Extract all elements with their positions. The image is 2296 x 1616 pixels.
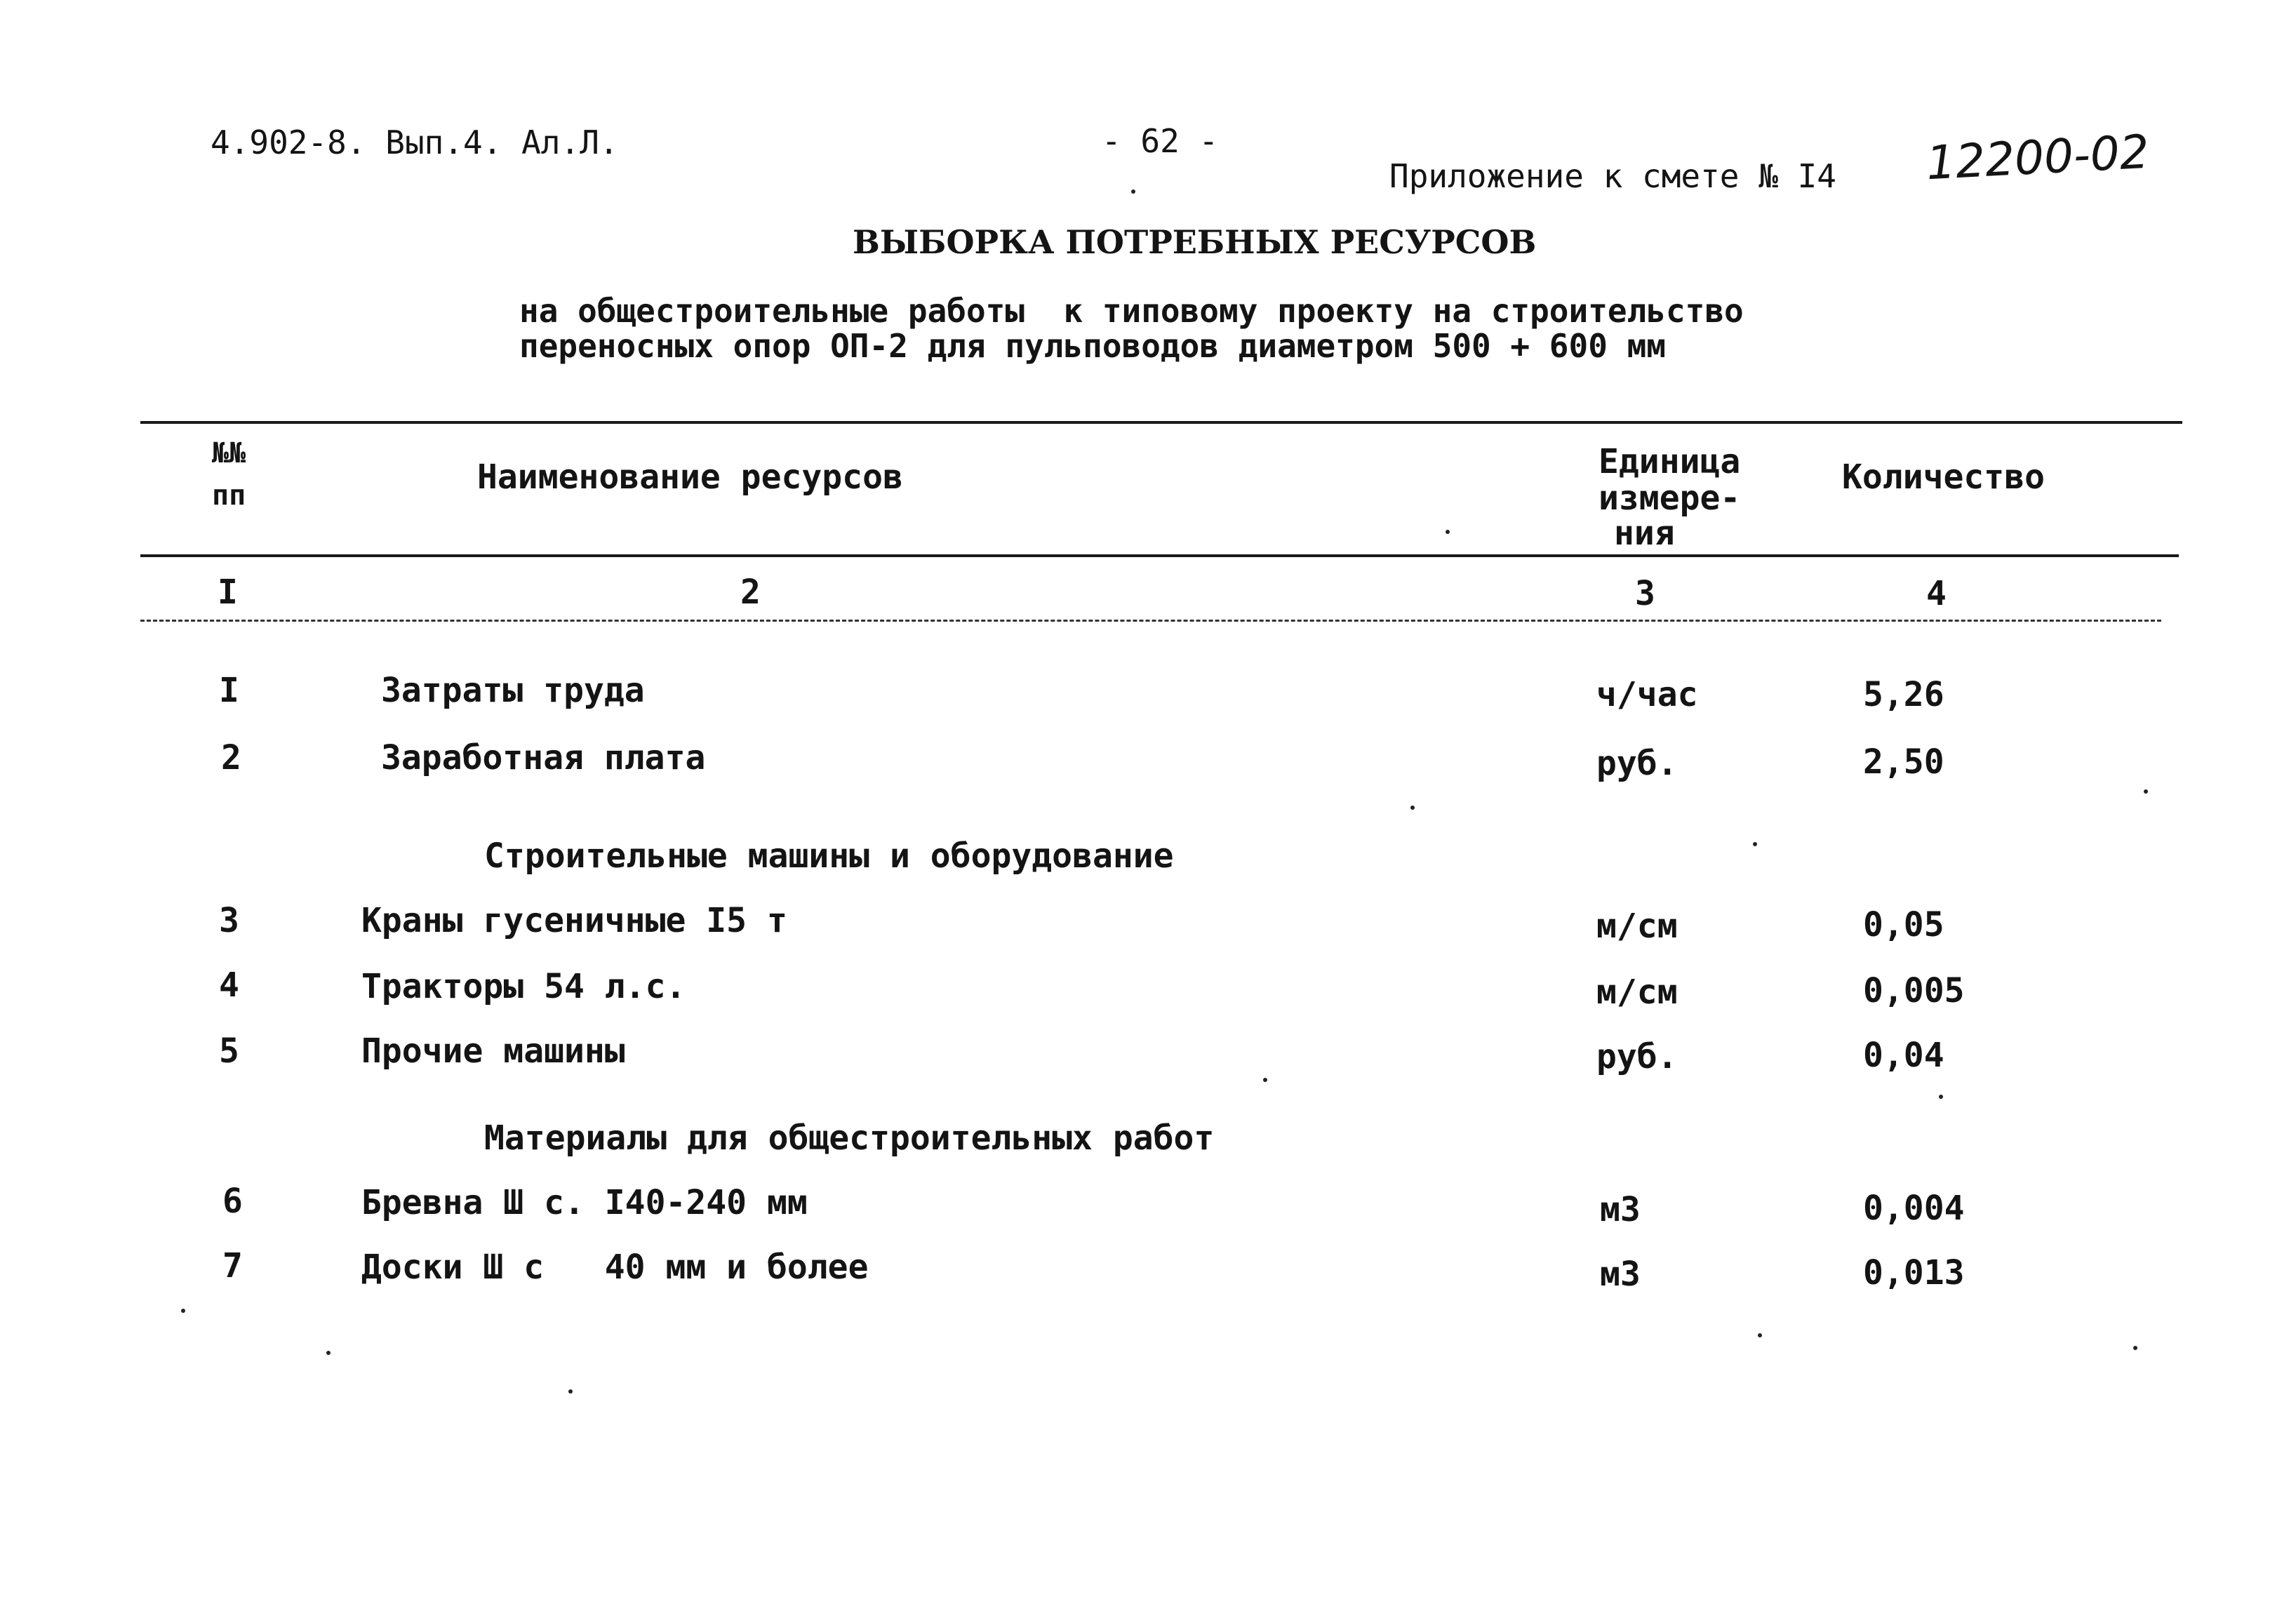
row-number: 2 <box>221 738 241 777</box>
header-qty: Количество <box>1842 458 2045 497</box>
subtitle-line-2: переносных опор ОП-2 для пульповодов диаметром 500 + 600 мм <box>519 327 1666 365</box>
scan-speck <box>1939 1095 1943 1099</box>
scan-speck <box>1410 806 1415 810</box>
row-unit: м3 <box>1600 1190 1641 1229</box>
row-number: I <box>219 671 239 710</box>
table-top-rule <box>140 421 2182 424</box>
row-unit: м/см <box>1596 973 1678 1012</box>
row-quantity: 0,004 <box>1863 1189 1965 1228</box>
document-title: ВЫБОРКА ПОТРЕБНЫХ РЕСУРСОВ <box>853 223 1537 261</box>
column-numbers-rule <box>140 620 2161 622</box>
row-quantity: 0,013 <box>1863 1253 1965 1293</box>
column-number-3: 3 <box>1635 574 1655 613</box>
scan-speck <box>326 1351 331 1355</box>
scan-speck <box>1753 842 1757 846</box>
scan-speck <box>1758 1333 1762 1337</box>
subtitle-line-1: на общестроительные работы к типовому проекту на строительство <box>519 292 1744 330</box>
header-num-line-1: №№ <box>212 437 246 469</box>
row-name: Краны гусеничные I5 т <box>361 901 787 940</box>
section-heading-machines: Строительные машины и оборудование <box>484 836 1174 876</box>
column-number-2: 2 <box>740 573 761 612</box>
row-quantity: 0,005 <box>1863 971 1965 1010</box>
scan-speck <box>1263 1078 1267 1082</box>
row-name: Заработная плата <box>381 738 706 777</box>
header-unit-line-3: ния <box>1614 514 1675 553</box>
header-name: Наименование ресурсов <box>477 458 903 497</box>
scan-speck <box>2133 1346 2137 1350</box>
row-number: 7 <box>222 1246 243 1286</box>
header-bottom-rule <box>140 554 2179 557</box>
row-unit: руб. <box>1596 744 1678 783</box>
row-quantity: 2,50 <box>1863 742 1944 782</box>
row-number: 3 <box>219 901 239 940</box>
header-num-line-2: пп <box>212 479 246 512</box>
scan-speck <box>2144 789 2148 794</box>
row-number: 5 <box>219 1031 239 1071</box>
row-name: Бревна Ш с. I40-240 мм <box>361 1183 808 1222</box>
header-unit-line-2: измере- <box>1598 479 1741 518</box>
scan-speck <box>568 1389 573 1394</box>
row-quantity: 0,04 <box>1863 1036 1944 1075</box>
row-quantity: 0,05 <box>1863 905 1944 944</box>
row-name: Затраты труда <box>381 671 645 710</box>
row-name: Доски Ш с 40 мм и более <box>361 1248 869 1287</box>
row-unit: м/см <box>1596 907 1678 946</box>
page-number: - 62 - <box>1102 122 1219 160</box>
handwritten-stamp: 12200-02 <box>1925 124 2151 191</box>
row-number: 4 <box>219 966 239 1005</box>
column-number-1: I <box>218 573 238 612</box>
row-name: Прочие машины <box>361 1031 625 1071</box>
appendix-label: Приложение к смете № I4 <box>1389 157 1836 195</box>
section-heading-materials: Материалы для общестроительных работ <box>484 1118 1215 1158</box>
row-unit: м3 <box>1600 1255 1641 1294</box>
row-number: 6 <box>222 1182 243 1221</box>
header-unit-line-1: Единица <box>1598 442 1741 481</box>
scan-speck <box>1446 530 1450 534</box>
row-quantity: 5,26 <box>1863 675 1944 714</box>
row-name: Тракторы 54 л.с. <box>361 967 686 1006</box>
row-unit: руб. <box>1596 1037 1678 1076</box>
scan-speck <box>1131 189 1135 194</box>
document-code: 4.902-8. Вып.4. Ал.Л. <box>211 123 619 161</box>
scan-speck <box>181 1309 185 1313</box>
column-number-4: 4 <box>1926 574 1947 613</box>
row-unit: ч/час <box>1596 675 1698 714</box>
